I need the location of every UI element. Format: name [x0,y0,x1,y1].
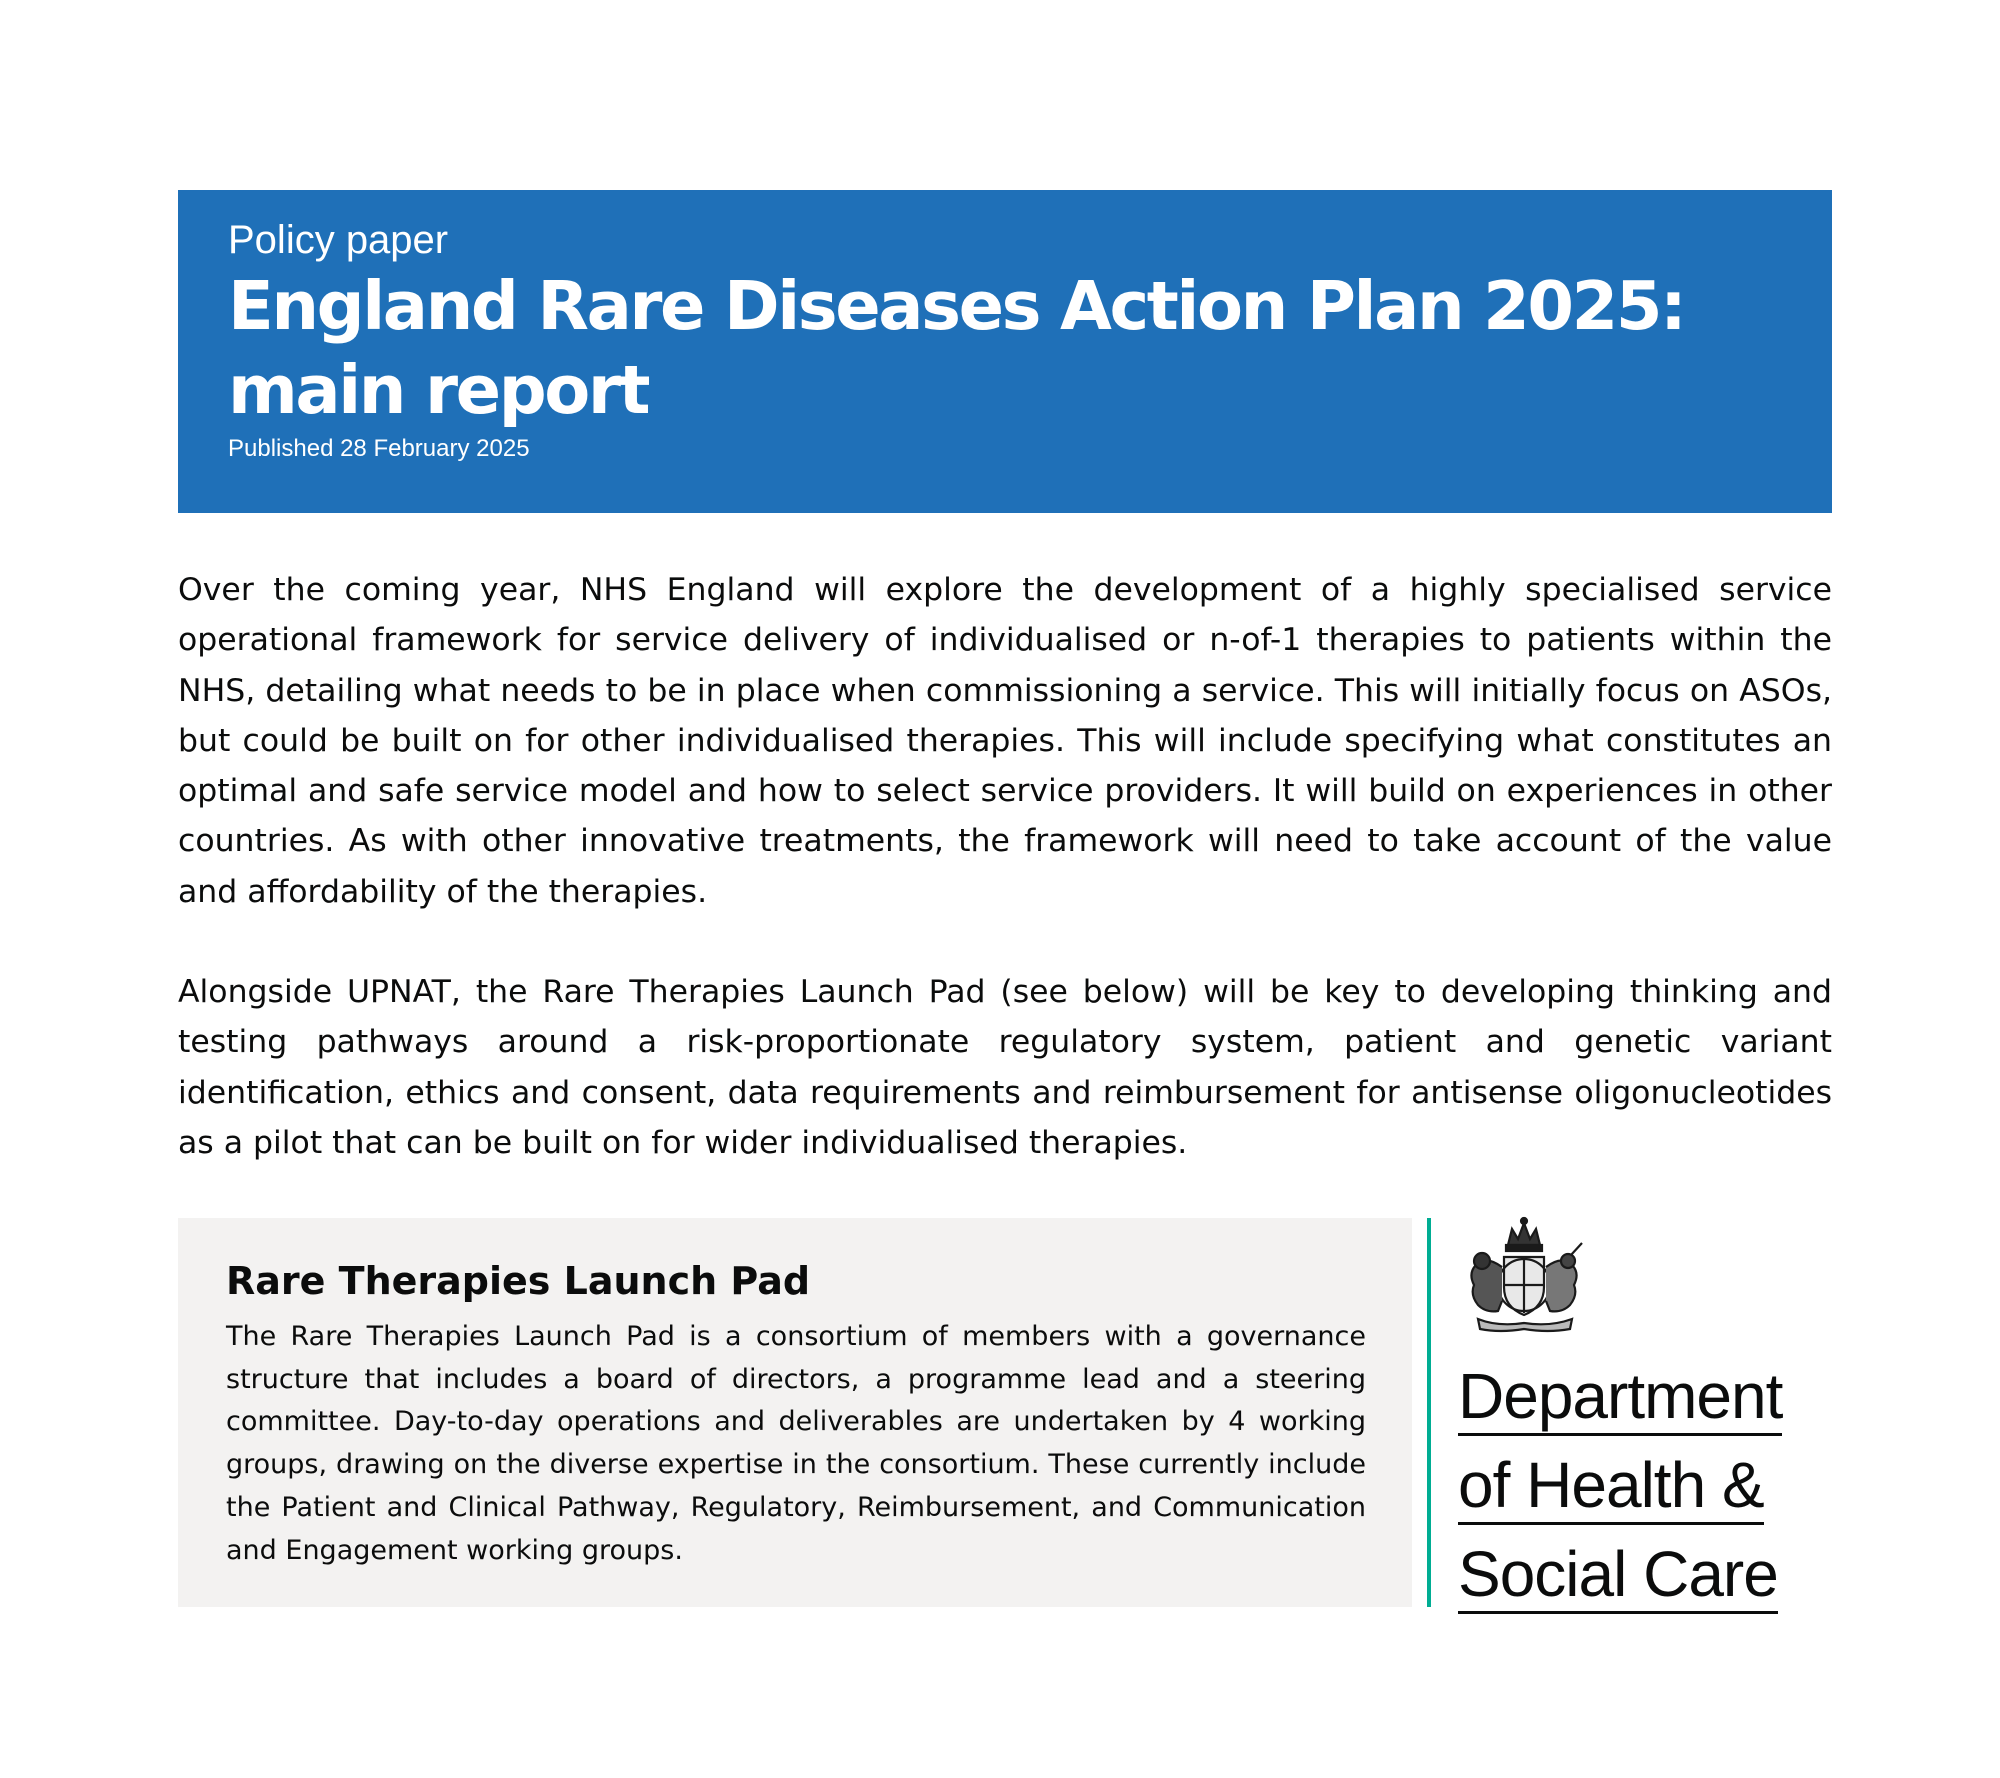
page-title: England Rare Diseases Action Plan 2025: main report [228,267,1685,429]
callout-title: Rare Therapies Launch Pad [226,1259,811,1303]
logo-text-line: Social Care [1458,1539,1778,1614]
header-banner [178,190,1832,513]
callout-text: The Rare Therapies Launch Pad is a consortium of members with a governance structure that includes a board of directors, a programme lead and a steering committee. Day-to-day operations and deliverables are undertaken by 4 working groups, drawing on the diverse expertise in the consortium. These currently include the Patient and Clinical Pathway, Regulatory, Reimbursement, and Communication and Engagement working groups. [226,1321,1366,1566]
department-logo [1458,1352,1782,1619]
published-date: Published 28 February 2025 [228,435,530,462]
callout-box [178,1218,1412,1607]
logo-text-line: Department [1458,1361,1782,1436]
body-paragraph: Alongside UPNAT, the Rare Therapies Launch Pad (see below) will be key to developing thinking and testing pathways around a risk-proportionate regulatory system, patient and genetic variant identification, ethics and consent, data requirements and reimbursement for antisense oligonucleotides as a pilot that can be built on for wider individualised therapies. [178,974,1832,1161]
logo-divider [1427,1218,1431,1607]
logo-text-line: of Health & [1458,1450,1764,1525]
document-type: Policy paper [228,218,449,262]
body-paragraph: Over the coming year, NHS England will explore the development of a highly specialised service operational framework for service delivery of individualised or n-of-1 therapies to patients within the NHS, detailing what needs to be in place when commissioning a service. This will initially focus on ASOs, but could be built on for other individualised therapies. This will include specifying what constitutes an optimal and safe service model and how to select service providers. It will build on experiences in other countries. As with other innovative treatments, the framework will need to take account of the value and affordability of the therapies. [178,572,1832,910]
royal-coat-of-arms-icon [1458,1215,1590,1333]
